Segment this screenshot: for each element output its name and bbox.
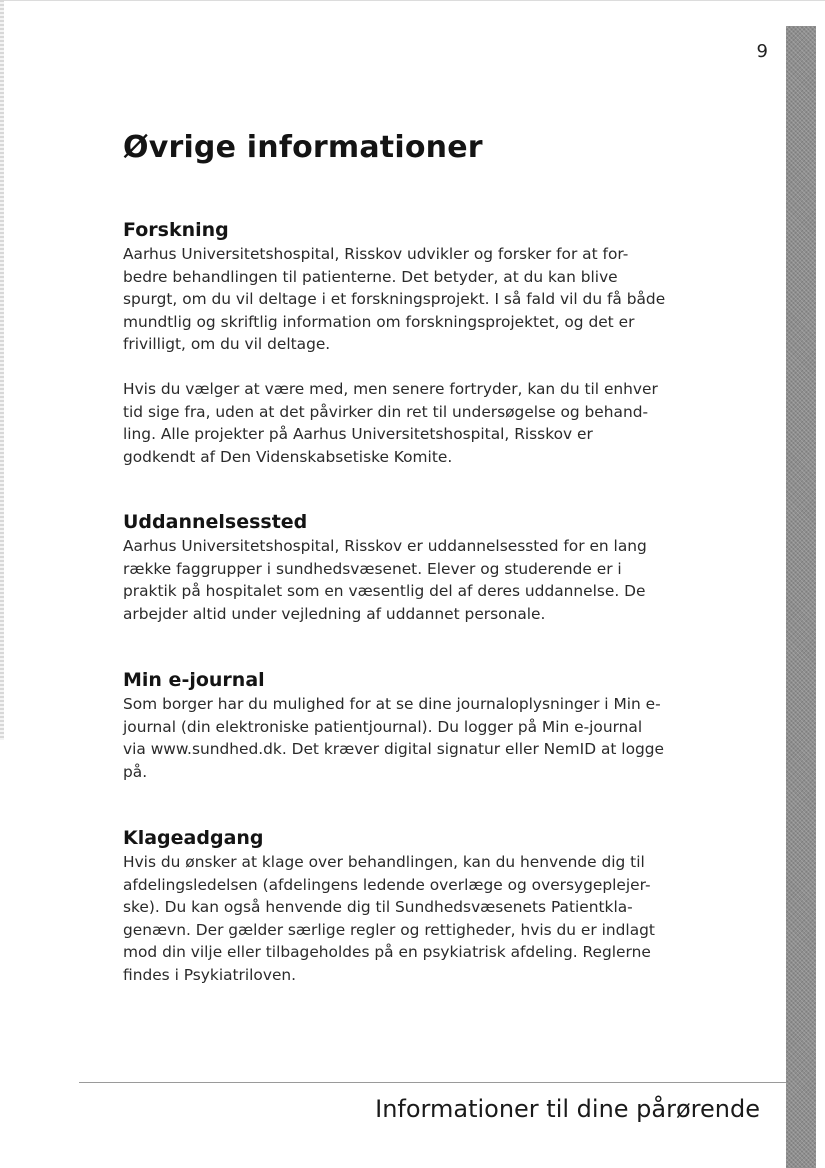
section-uddannelsessted [123,509,741,625]
footer-divider [79,1082,786,1083]
footer-title: Informationer til dine pårørende [375,1095,760,1123]
page-title: Øvrige informationer [123,130,483,165]
section-paragraph: Aarhus Universitetshospital, Risskov er uddannelsessted for en lang række faggrupper i sundhedsvæsenet. Elever og studerende er i praktik på hospitalet som en væsentlig del af deres uddannelse. De arbejder altid under vejledning af uddannet personale. [123,537,647,623]
section-paragraph: Aarhus Universitetshospital, Risskov udvikler og forsker for at for- bedre behandlingen til patienterne. Det betyder, at du kan blive spurgt, om du vil deltage i et forskningsprojekt. I så fald vil du få både mundtlig og skriftlig information om forskningsprojektet, og det er frivilligt, om du vil deltage. [123,245,666,354]
section-heading: Uddannelsessted [123,511,308,533]
section-paragraph: Som borger har du mulighed for at se dine journaloplysninger i Min e- journal (din elektroniske patientjournal). Du logger på Min e-journal via www.sundhed.dk. Det kræver digital signatur eller NemID at logge på. [123,695,665,781]
section-klageadgang [123,825,741,987]
section-heading: Min e-journal [123,669,265,691]
section-min-ejournal [123,667,741,783]
section-paragraph: Hvis du vælger at være med, men senere fortryder, kan du til enhver tid sige fra, uden at det påvirker din ret til undersøgelse og behand- ling. Alle projekter på Aarhus Universitetshospital, Risskov er godkendt af Den Videnskabsetiske Komite. [123,379,658,466]
scan-left-edge [0,0,4,740]
page-number: 9 [756,41,768,62]
page-edge-bar [786,26,816,1168]
section-heading: Klageadgang [123,827,264,849]
section-heading: Forskning [123,219,229,241]
page-top-edge [0,0,825,1]
section-paragraph: Hvis du ønsker at klage over behandlingen, kan du henvende dig til afdelingsledelsen (afdelingens ledende overlæge og oversygeplejer- ske). Du kan også henvende dig til Sundhedsvæsenets Patientkla- genævn. Der gælder særlige regler og rettigheder, hvis du er indlagt mod din vilje eller tilbageholdes på en psykiatrisk afdeling. Reglerne findes i Psykiatriloven. [123,853,655,984]
section-forskning [123,217,741,468]
